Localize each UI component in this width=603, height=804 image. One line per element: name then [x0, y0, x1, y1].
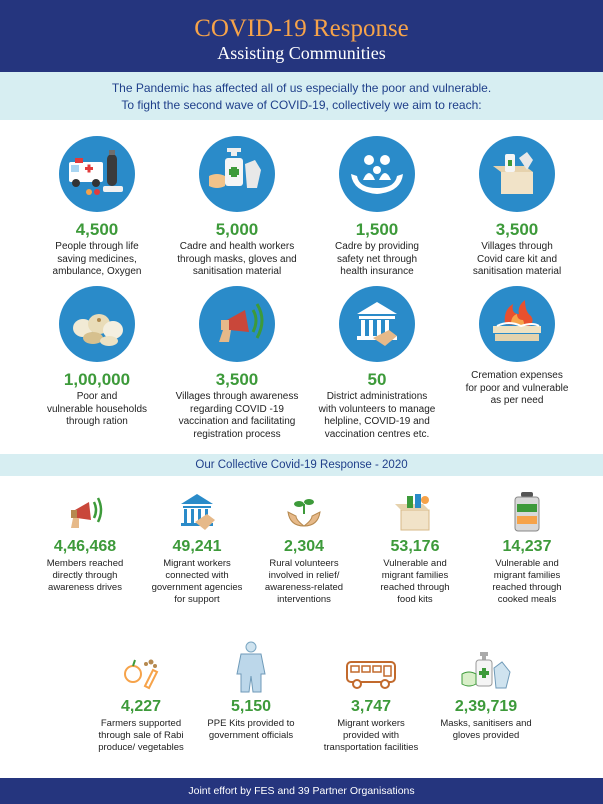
response-value: 2,39,719 — [454, 698, 518, 715]
target-item — [442, 286, 592, 408]
target-description: Cadre by providing safety net through health insurance — [335, 241, 419, 277]
response-item — [142, 490, 252, 606]
family-care-icon — [339, 136, 415, 212]
response-description: PPE Kits provided to government officials — [207, 718, 295, 741]
cremation-fire-icon — [479, 286, 555, 362]
target-item — [162, 136, 312, 279]
target-item — [22, 136, 172, 279]
target-item — [162, 286, 312, 441]
target-item — [302, 136, 452, 279]
response-item — [252, 490, 356, 606]
target-value: 3,500 — [215, 370, 259, 389]
intro-line: The Pandemic has affected all of us especially the poor and vulnerable. — [111, 81, 492, 95]
intro-line: To fight the second wave of COVID-19, collectively we aim to reach: — [121, 98, 482, 112]
response-value: 4,227 — [120, 698, 162, 715]
target-description: Poor and vulnerable households through ration — [46, 391, 148, 427]
intro-banner — [0, 72, 603, 120]
target-item — [442, 136, 592, 279]
target-item — [22, 286, 172, 429]
response-item — [360, 490, 470, 606]
sanitiser-mask-gloves-icon — [199, 136, 275, 212]
response-value: 53,176 — [390, 538, 440, 555]
response-value: 3,747 — [350, 698, 392, 715]
response-description: Farmers supported through sale of Rabi produce/ vegetables — [98, 718, 184, 753]
target-description: People through life saving medicines, ambulance, Oxygen — [52, 241, 142, 277]
response-value: 14,237 — [502, 538, 552, 555]
response-value: 5,150 — [230, 698, 272, 715]
target-item — [302, 286, 452, 441]
target-description: Cadre and health workers through masks, gloves and sanitisation material — [177, 241, 297, 277]
target-description: Villages through awareness regarding COVID -19 vaccination and facilitating registration process — [175, 391, 299, 440]
response-description: Vulnerable and migrant families reached through cooked meals — [492, 558, 562, 605]
response-description: Migrant workers connected with government agencies for support — [151, 558, 243, 605]
target-description: District administrations with volunteers to manage helpline, COVID-19 and vaccination centres etc. — [318, 391, 436, 440]
response-item — [30, 490, 140, 594]
ambulance-icon — [59, 136, 135, 212]
response-description: Rural volunteers involved in relief/ awareness-related interventions — [264, 558, 344, 605]
target-value: 1,500 — [355, 220, 399, 239]
target-value: 3,500 — [495, 220, 539, 239]
response-description: Members reached directly through awareness drives — [46, 558, 124, 593]
target-description: Cremation expenses for poor and vulnerable as per need — [465, 370, 569, 406]
target-value: 4,500 — [75, 220, 119, 239]
target-value: 50 — [367, 370, 387, 389]
ppe-kit-icon — [229, 640, 273, 694]
response-item — [86, 650, 196, 754]
response-item — [472, 490, 582, 606]
bus-icon — [343, 650, 399, 694]
response-value: 2,304 — [283, 538, 325, 555]
food-kit-box-icon — [393, 490, 437, 534]
ration-bags-icon — [59, 286, 135, 362]
header-banner — [0, 0, 603, 72]
plant-hands-icon — [282, 490, 326, 534]
target-description: Villages through Covid care kit and sanitisation material — [472, 241, 562, 277]
page-title: COVID-19 Response — [194, 15, 409, 42]
government-handshake-icon — [175, 490, 219, 534]
megaphone-icon — [199, 286, 275, 362]
megaphone-icon — [63, 490, 107, 534]
target-value: 5,000 — [215, 220, 259, 239]
response-value: 49,241 — [172, 538, 222, 555]
sanitiser-mask-gloves-icon — [458, 650, 514, 694]
cooked-meal-tiffin-icon — [505, 490, 549, 534]
target-value: 1,00,000 — [63, 370, 131, 389]
covid-care-kit-icon — [479, 136, 555, 212]
response-description: Migrant workers provided with transportation facilities — [323, 718, 419, 753]
vegetables-icon — [119, 650, 163, 694]
response-description: Masks, sanitisers and gloves provided — [440, 718, 532, 741]
response-item — [306, 650, 436, 754]
response-value: 4,46,468 — [53, 538, 117, 555]
footer-banner: Joint effort by FES and 39 Partner Organisations — [0, 778, 603, 804]
response-item — [430, 650, 542, 742]
page-subtitle: Assisting Communities — [217, 43, 386, 63]
response-description: Vulnerable and migrant families reached through food kits — [380, 558, 450, 605]
government-handshake-icon — [339, 286, 415, 362]
response-item — [196, 640, 306, 742]
section-title-bar: Our Collective Covid-19 Response - 2020 — [0, 454, 603, 476]
